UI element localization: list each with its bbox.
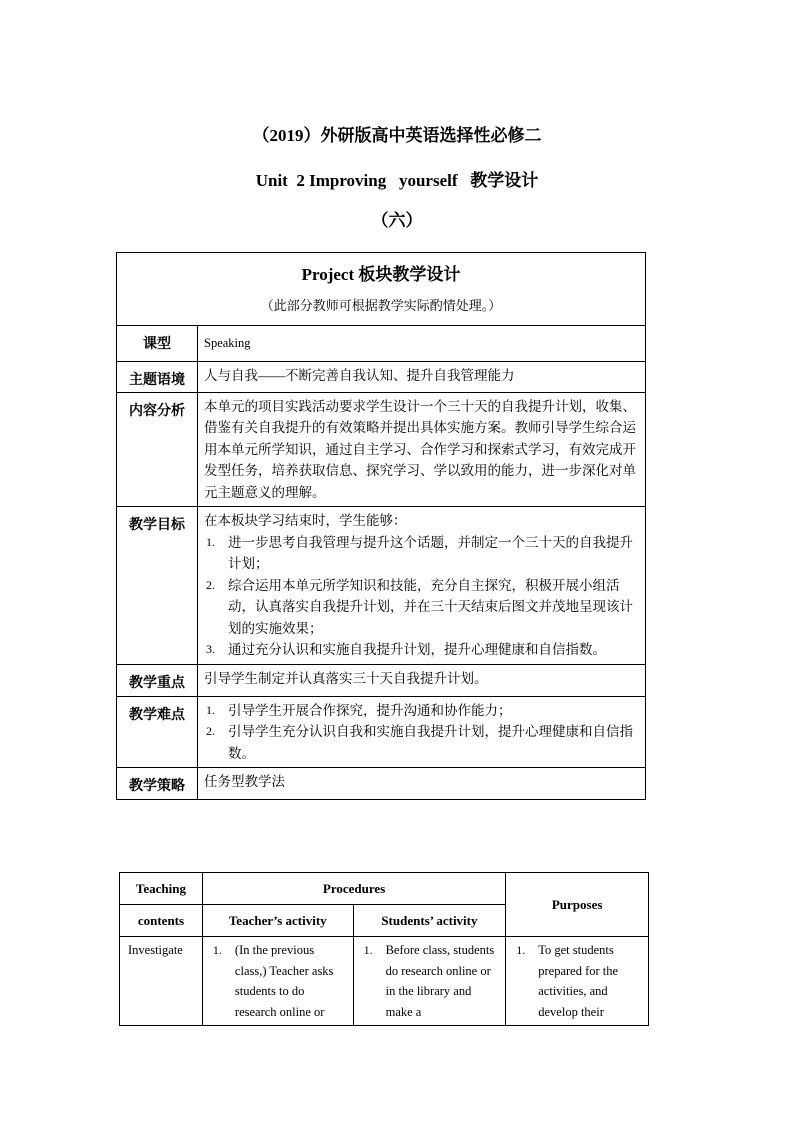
difficulty-value xyxy=(198,696,646,768)
difficulty-list xyxy=(204,700,641,765)
document-title: （2019）外研版高中英语选择性必修二 xyxy=(252,126,542,145)
strategy-value: 任务型教学法 xyxy=(198,768,646,800)
project-title: Project 板块教学设计 xyxy=(301,265,461,284)
goals-value xyxy=(198,507,646,665)
part-number: （六） xyxy=(371,211,423,230)
purposes-header: Purposes xyxy=(506,873,649,937)
content-cell: Investigate xyxy=(120,937,203,1026)
theme-value: 人与自我——不断完善自我认知、提升自我管理能力 xyxy=(198,361,646,392)
list-item: 3. 通过充分认识和实施自我提升计划，提升心理健康和自信指数。 xyxy=(206,642,606,657)
goals-intro: 在本板块学习结束时，学生能够： xyxy=(204,513,407,528)
goals-label: 教学目标 xyxy=(117,507,198,665)
project-header xyxy=(117,253,646,326)
type-value: Speaking xyxy=(198,326,646,362)
goals-list xyxy=(204,532,641,661)
lesson-plan-table xyxy=(116,252,646,800)
list-item: 1. Before class, students do research online or in the library and make a xyxy=(363,943,495,1019)
list-item: 1. (In the previous class,) Teacher asks students to do research online or xyxy=(212,943,334,1019)
procedures-header: Procedures xyxy=(202,873,505,905)
list-item: 2. 引导学生充分认识自我和实施自我提升计划，提升心理健康和自信指数。 xyxy=(206,724,633,761)
list-item: 2. 综合运用本单元所学知识和技能，充分自主探究，积极开展小组活动，认真落实自我提升计划，并在三十天结束后图文并茂地呈现该计划的实施效果； xyxy=(206,577,633,636)
list-item: 1. To get students prepared for the activities, and develop their xyxy=(516,943,619,1019)
analysis-label: 内容分析 xyxy=(117,392,198,507)
project-note: （此部分教师可根据教学实际酌情处理。） xyxy=(260,298,502,313)
contents-header: contents xyxy=(120,905,203,937)
teaching-header: Teaching xyxy=(120,873,203,905)
procedures-table xyxy=(119,872,649,1026)
students-activity-header: Students’ activity xyxy=(353,905,506,937)
list-item: 1. 进一步思考自我管理与提升这个话题，并制定一个三十天的自我提升计划； xyxy=(206,534,633,571)
difficulty-label: 教学难点 xyxy=(117,696,198,768)
analysis-value: 本单元的项目实践活动要求学生设计一个三十天的自我提升计划，收集、借鉴有关自我提升的有效策略并提出具体实施方案。教师引导学生综合运用本单元所学知识，通过自主学习、合作学习和探索式学习，有效完成开发型任务，培养获取信息、探究学习、学以致用的能力，进一步深化对单元主题意义的理解。 xyxy=(198,392,646,507)
purpose-cell xyxy=(506,937,649,1026)
unit-title: Unit 2 Improving yourself 教学设计 xyxy=(255,171,539,190)
focus-label: 教学重点 xyxy=(117,664,198,696)
theme-label: 主题语境 xyxy=(117,361,198,392)
type-label: 课型 xyxy=(117,326,198,362)
students-activity-cell xyxy=(353,937,506,1026)
list-item: 1. 引导学生开展合作探究，提升沟通和协作能力； xyxy=(206,702,512,718)
teacher-activity-header: Teacher’s activity xyxy=(202,905,353,937)
strategy-label: 教学策略 xyxy=(117,768,198,800)
teacher-activity-cell xyxy=(202,937,353,1026)
focus-value: 引导学生制定并认真落实三十天自我提升计划。 xyxy=(198,664,646,696)
